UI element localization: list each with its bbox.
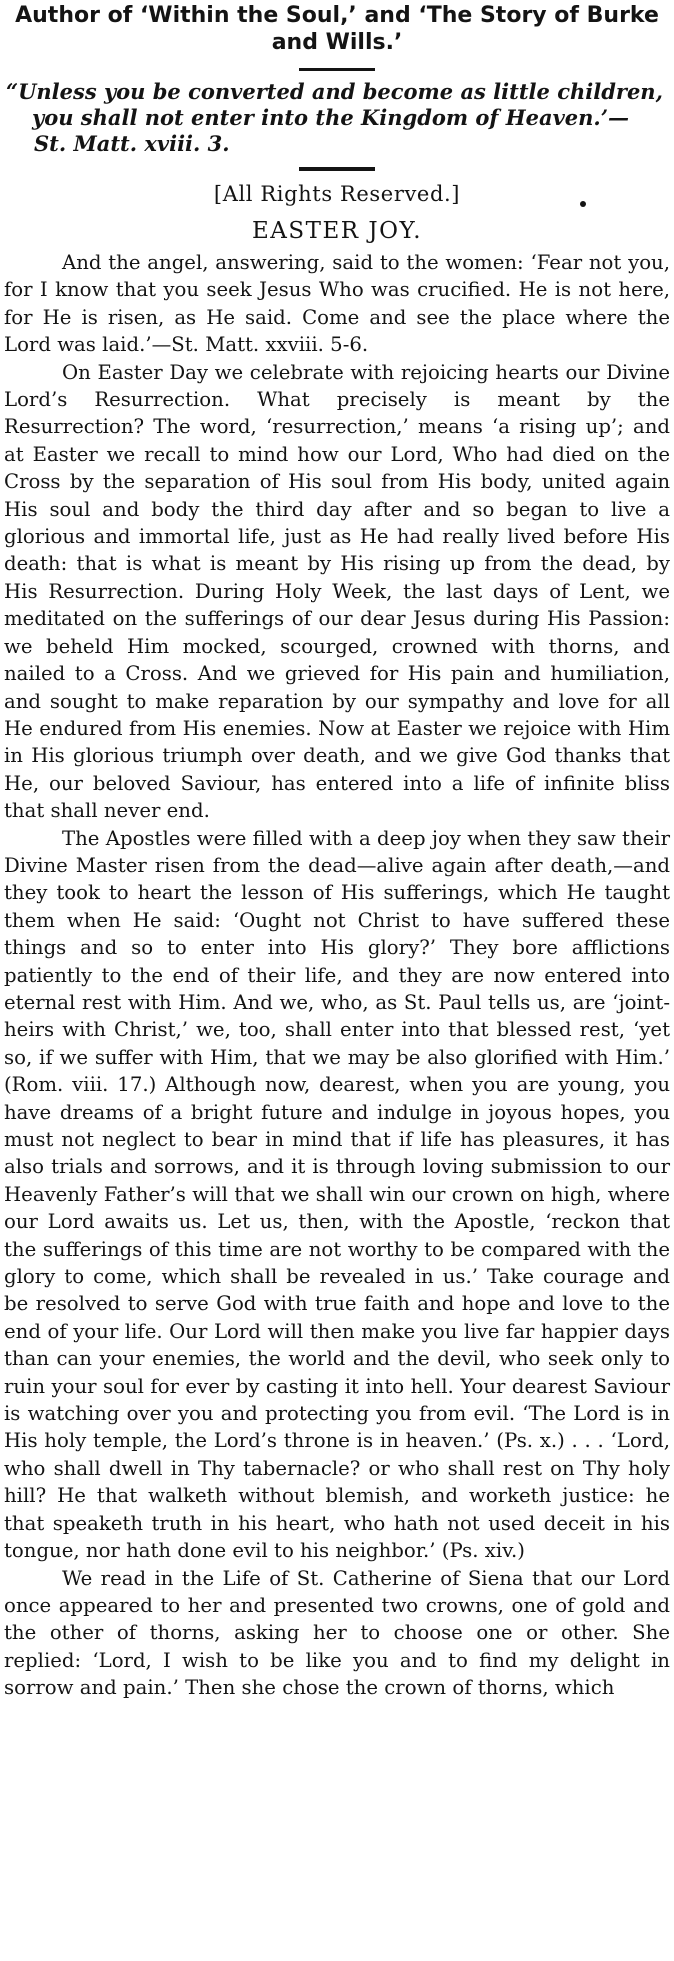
article-paragraph: And the angel, answering, said to the women: ‘Fear not you, for I know that you seek Jesus Who was crucified. He is not here, for He is risen, as He said. Come and see the place where the Lord was laid.’—St. Matt. xxviii. 5-6. (4, 251, 670, 357)
divider-bar (299, 167, 375, 171)
article-title: EASTER JOY. (251, 218, 423, 244)
epigraph-quote: “Unless you be converted and become as little children, you shall not enter into the Kingdom of Heaven.’— (6, 79, 663, 130)
article-body (4, 249, 670, 1702)
rights-notice-text: [All Rights Reserved.] (213, 182, 461, 206)
epigraph (4, 79, 670, 157)
divider-rule (299, 68, 375, 71)
author-byline: Author of ‘Within the Soul,’ and ‘The Story of Burke and Wills.’ (15, 3, 659, 55)
article-paragraph: On Easter Day we celebrate with rejoicing hearts our Divine Lord’s Resurrection. What precisely is meant by the Resurrection? The word, ‘resurrection,’ means ‘a rising up’; and at Easter we recall to mind how our Lord, Who had died on the Cross by the separation of His soul from His body, united again His soul and body the third day after and so began to live a glorious and immortal life, just as He had really lived before His death: that is what is meant by His rising up from the dead, by His Resurrection. During Holy Week, the last days of Lent, we meditated on the sufferings of our dear Jesus during His Passion: we beheld Him mocked, scourged, crowned with thorns, and nailed to a Cross. And we grieved for His pain and humiliation, and sought to make reparation by our sympathy and love for all He endured from His enemies. Now at Easter we rejoice with Him in His glorious triumph over death, and we give God thanks that He, our beloved Saviour, has entered into a life of infinite bliss that shall never end. (4, 360, 670, 823)
print-speck (580, 201, 586, 207)
rights-notice (4, 181, 670, 207)
epigraph-reference: St. Matt. xviii. 3. (34, 131, 230, 156)
article-paragraph: We read in the Life of St. Catherine of Siena that our Lord once appeared to her and presented two crowns, one of gold and the other of thorns, asking her to choose one or other. She replied: ‘Lord, I wish to be like you and to find my delight in sorrow and pain.’ Then she chose the crown of thorns, which (4, 1566, 670, 1700)
article-paragraph: The Apostles were filled with a deep joy when they saw their Divine Master risen from the dead—alive again after death,—and they took to heart the lesson of His sufferings, which He taught them when He said: ‘Ought not Christ to have suffered these things and so to enter into His glory?’ They bore afflictions patiently to the end of their life, and they are now entered into eternal rest with Him. And we, who, as St. Paul tells us, are ‘joint-heirs with Christ,’ we, too, shall enter into that blessed rest, ‘yet so, if we suffer with Him, that we may be also glorified with Him.’ (Rom. viii. 17.) Although now, dearest, when you are young, you have dreams of a bright future and indulge in joyous hopes, you must not neglect to bear in mind that if life has pleasures, it has also trials and sorrows, and it is through loving submission to our Heavenly Father’s will that we shall win our crown on high, where our Lord awaits us. Let us, then, with the Apostle, ‘reckon that the sufferings of this time are not worthy to be compared with the glory to come, which shall be revealed in us.’ Take courage and be resolved to serve God with true faith and hope and love to the end of your life. Our Lord will then make you live far happier days than can your enemies, the world and the devil, who seek only to ruin your soul for ever by casting it into hell. Your dearest Saviour is watching over you and protecting you from evil. ‘The Lord is in His holy temple, the Lord’s throne is in heaven.’ (Ps. x.) . . . ‘Lord, who shall dwell in Thy tabernacle? or who shall rest on Thy holy hill? He that walketh without blemish, and worketh justice: he that speaketh truth in his heart, who hath not used deceit in his tongue, nor hath done evil to his neighbor.’ (Ps. xiv.) (4, 826, 670, 1563)
